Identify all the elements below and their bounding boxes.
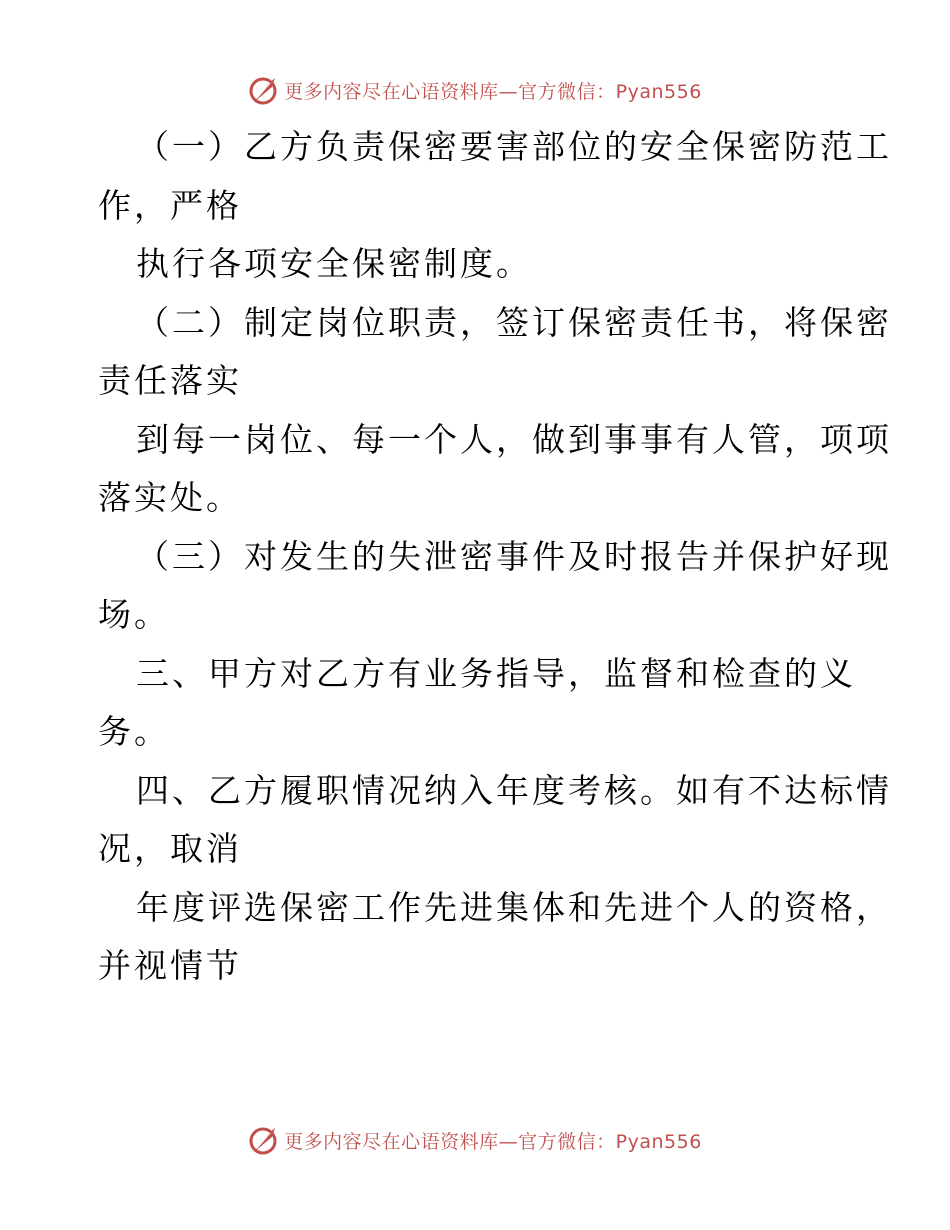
paragraph-line: 执行各项安全保密制度。	[136, 244, 532, 283]
quill-pen-logo-icon	[248, 74, 280, 106]
footer-banner-text: 更多内容尽在心语资料库—官方微信：Pyan556	[284, 1130, 702, 1153]
paragraph-line: 况，取消	[98, 829, 242, 868]
paragraph-line: 责任落实	[98, 361, 242, 400]
paragraph-line: 到每一岗位、每一个人，做到事事有人管，项项	[136, 419, 892, 459]
paragraph-line: 务。	[98, 712, 170, 751]
paragraph-line: 场。	[98, 595, 170, 634]
document-body	[98, 118, 892, 996]
paragraph-line: （三）对发生的失泄密事件及时报告并保护好现	[136, 536, 892, 576]
paragraph-line: 四、乙方履职情况纳入年度考核。如有不达标情	[136, 770, 892, 810]
paragraph-line: （一）乙方负责保密要害部位的安全保密防范工	[136, 127, 892, 166]
paragraph-line: 并视情节	[98, 946, 242, 985]
paragraph-line: （二）制定岗位职责，签订保密责任书，将保密	[136, 302, 892, 342]
footer-banner	[0, 1120, 950, 1160]
paragraph-line: 作，严格	[98, 185, 242, 225]
quill-pen-logo-icon	[248, 1124, 280, 1156]
header-banner-text: 更多内容尽在心语资料库—官方微信：Pyan556	[284, 80, 702, 103]
paragraph-line: 年度评选保密工作先进集体和先进个人的资格，	[136, 887, 892, 927]
paragraph-line: 三、甲方对乙方有业务指导，监督和检查的义	[136, 653, 856, 693]
paragraph-line: 落实处。	[98, 478, 242, 517]
header-banner	[0, 70, 950, 110]
